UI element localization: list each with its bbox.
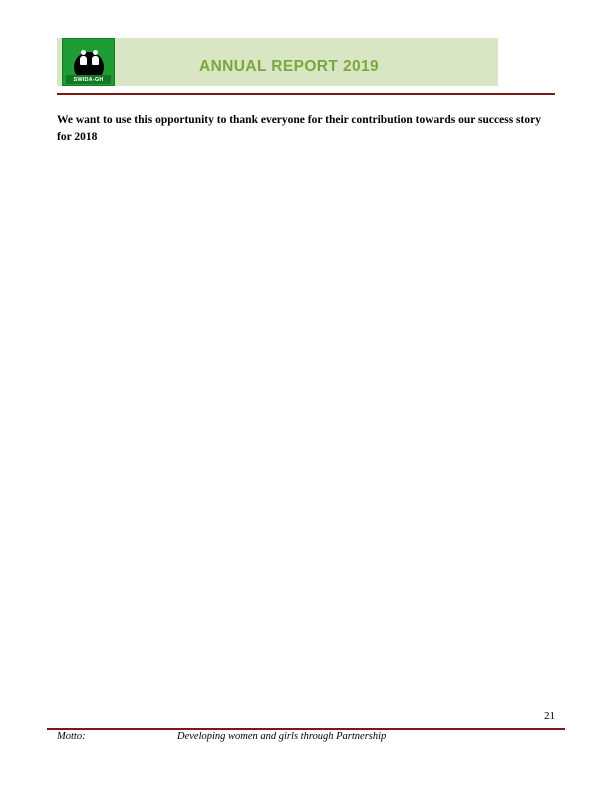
footer-divider [47, 728, 565, 730]
logo-figure-body-left-icon [80, 56, 87, 65]
body-paragraph: We want to use this opportunity to thank everyone for their contribution towards our success story for 2018 [57, 114, 541, 143]
logo-figure-head-right-icon [93, 50, 98, 55]
footer-motto-label: Motto: [57, 731, 86, 742]
page-number: 21 [544, 710, 555, 722]
organization-logo [62, 38, 115, 86]
logo-caption: SWIDA-GH [73, 77, 104, 83]
logo-figure-body-right-icon [92, 56, 99, 65]
footer [57, 731, 555, 747]
footer-motto-text: Developing women and girls through Partnership [177, 731, 387, 742]
header-divider [57, 93, 555, 95]
page-title: ANNUAL REPORT 2019 [199, 58, 380, 75]
logo-figure-head-left-icon [81, 50, 86, 55]
